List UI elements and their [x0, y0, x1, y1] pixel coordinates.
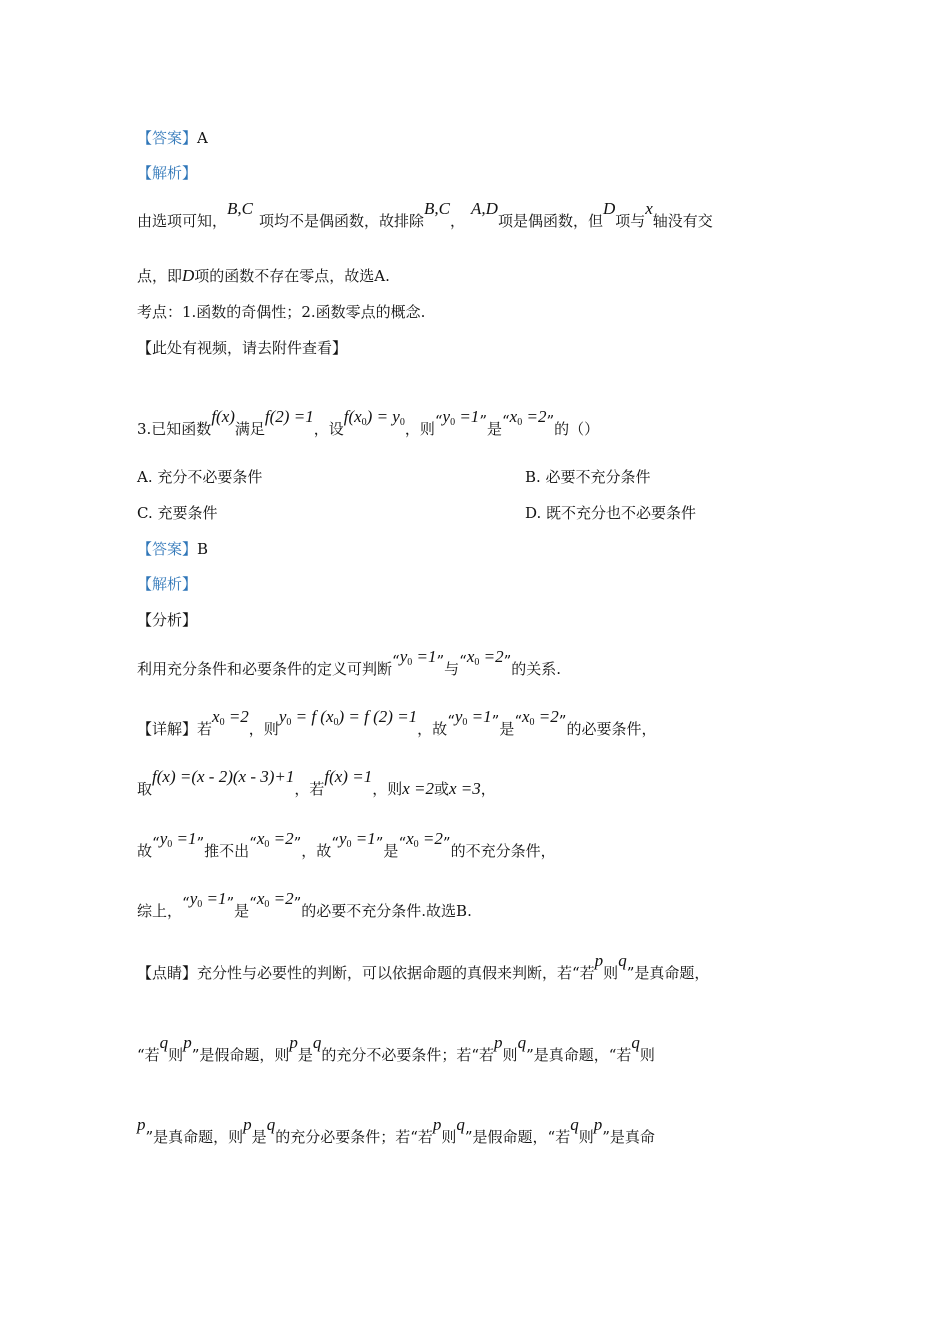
option-a: A. 充分不必要条件 [137, 468, 263, 486]
explanation-line-2 [137, 265, 390, 287]
math-d: D [602, 199, 616, 218]
option-d: D. 既不充分也不必要条件 [525, 504, 697, 522]
analysis-tag: 【解析】 [137, 164, 198, 182]
math-x: x [645, 199, 653, 218]
text: 满足 [234, 420, 265, 438]
comment-line-3: p”是真命题，则p是q的充分必要条件；若“若p则q”是假命题，“若q则p”是真命 [137, 1115, 655, 1146]
text: 3.已知函数 [137, 420, 212, 438]
math-x0: $x_0 =2$ [509, 407, 547, 428]
math-bc: B,C [424, 199, 450, 218]
analysis-tag-q3: 【解析】 [137, 575, 198, 593]
detail-line-4: 综上，“$y_0 =1$”是“$x_0 =2$”的必要不充分条件.故选B. [137, 889, 472, 920]
option-b: B. 必要不充分条件 [525, 468, 651, 486]
math-d: D [182, 266, 195, 285]
math-bc: B,C [227, 199, 253, 218]
option-c: C. 充要条件 [137, 504, 218, 522]
math-fx0: $f(x_0) = y_0$ [343, 407, 405, 428]
detail-line-2: 取f(x) =(x - 2)(x - 3)+1，若f(x) =1，则x =2或x =3， [137, 767, 496, 798]
answer-tag: 【答案】 [137, 540, 198, 558]
text: 项与 [615, 212, 646, 230]
text: ，设 [313, 420, 344, 438]
text: 项的函数不存在零点，故选A. [194, 267, 390, 285]
math-ad: A,D [471, 199, 498, 218]
answer-line [137, 127, 208, 149]
text: 项是偶函数，但 [497, 212, 603, 230]
text: 由选项可知， [137, 212, 228, 230]
text: 项均不是偶函数，故排除 [259, 212, 425, 230]
answer-text: A [197, 129, 208, 147]
detail-line-1: 【详解】若$x_0 =2$，则$y_0 = f$ $(x_0) = f$ (2) =1，故“$y_0 =1$”是“$x_0 =2$”的必要条件， [137, 707, 657, 738]
key-points: 考点：1.函数的奇偶性；2.函数零点的概念. [137, 303, 426, 321]
comment-line-2: “若q则p”是假命题，则p是q的充分不必要条件；若“若p则q”是真命题，“若q则 [137, 1033, 655, 1064]
explanation-line-1 [137, 199, 713, 232]
text: 是 [486, 420, 502, 438]
text: ，则 [404, 420, 435, 438]
math-fx: f(x) [211, 407, 235, 426]
question-3: 3.已知函数f(x)满足f(2) =1，设$f(x_0) = y_0$，则“$y_0 =1$”是“$x_0 =2$”的（） [137, 407, 600, 438]
math-f2: f(2) =1 [264, 407, 314, 426]
math-y0: $y_0 =1$ [442, 407, 480, 428]
comment-line-1: 【点睛】充分性与必要性的判断，可以依据命题的真假来判断，若“若p则q”是真命题， [137, 951, 710, 982]
math-chain: $y_0 = f$ $(x_0) = f$ (2) =1 [278, 707, 418, 728]
answer-text: B [197, 540, 209, 558]
answer-line-q3 [137, 538, 208, 560]
answer-tag: 【答案】 [137, 129, 198, 147]
detail-line-3: 故“$y_0 =1$”推不出“$x_0 =2$”，故“$y_0 =1$”是“$x_0 =2$”的不充分条件， [137, 829, 556, 860]
video-note: 【此处有视频，请去附件查看】 [137, 339, 348, 357]
text: ， [450, 212, 466, 230]
text: 轴没有交 [652, 212, 713, 230]
analysis-text: 利用充分条件和必要条件的定义可判断“$y_0 =1$”与“$x_0 =2$”的关系. [137, 647, 562, 678]
text: 的（） [554, 420, 600, 438]
fenxi-tag: 【分析】 [137, 611, 198, 629]
text: 点，即 [137, 267, 183, 285]
